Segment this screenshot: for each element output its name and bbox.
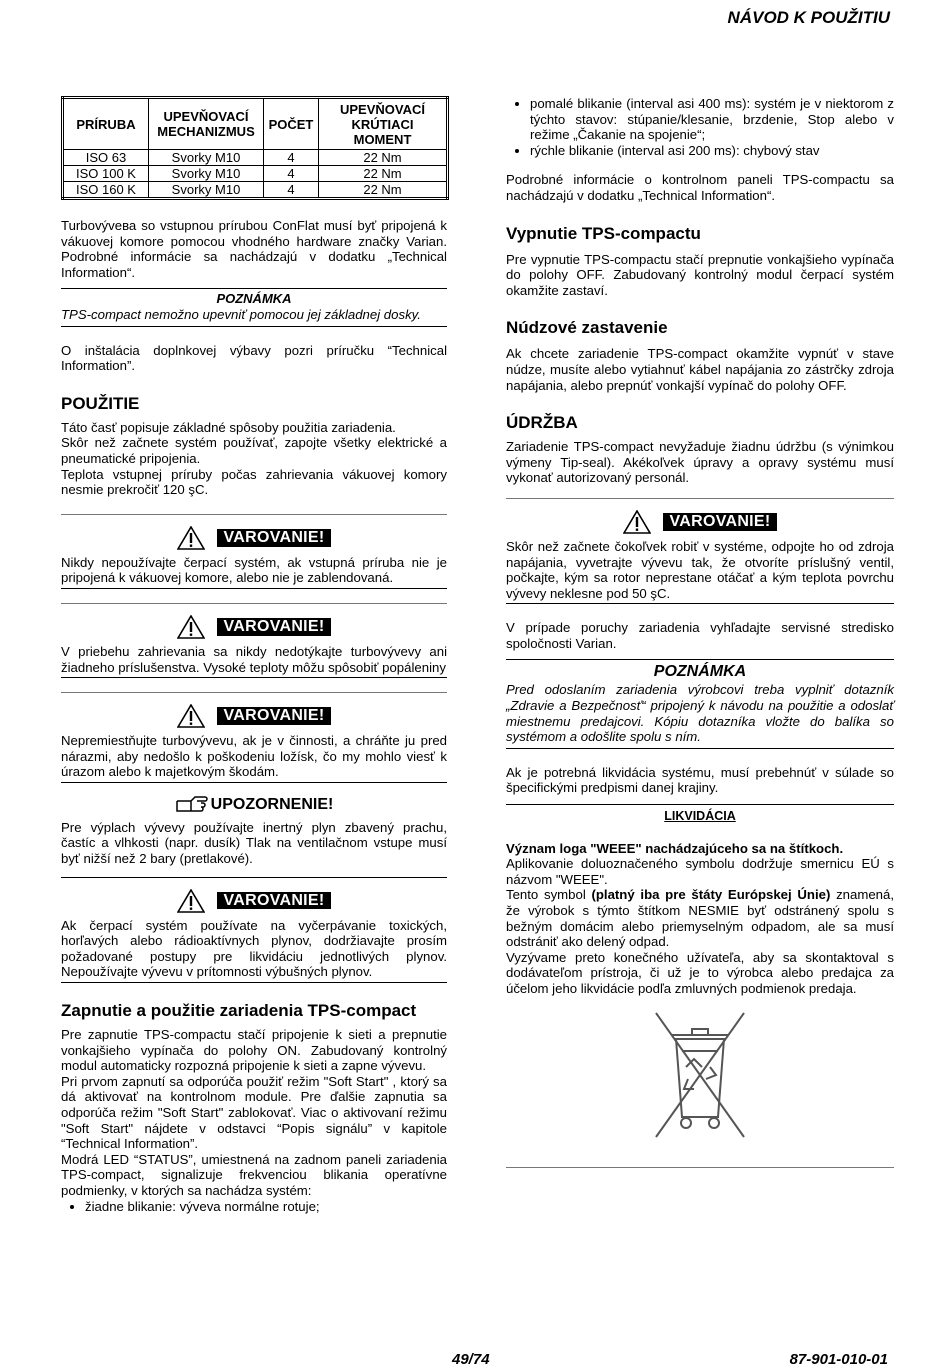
warning-triangle-icon	[177, 526, 205, 550]
table-header: UPEVŇOVACÍ KRÚTIACI MOMENT	[319, 98, 448, 150]
note-box	[61, 288, 447, 326]
warning-text: Nikdy nepoužívajte čerpací systém, ak vstupná príruba nie je pripojená k vákuovej komore, alebo nie je zablendovaná.	[61, 554, 447, 586]
heading-maintenance: ÚDRŽBA	[506, 413, 578, 433]
warning-block	[61, 692, 447, 783]
paragraph-use-1: Táto časť popisuje základné spôsoby použitia zariadenia.	[61, 419, 396, 435]
warning-text: Skôr než začnete čokoľvek robiť v systéme, odpojte ho od zdroja napájania, vyvetrajte vývevu tak, že otvoríte príslušný ventil, počkajte, kým sa rotor neprestane otáčať a kým teplota povrchu vývevy neklesne pod 50 şC.	[506, 538, 894, 601]
table-cell: 4	[264, 150, 319, 166]
left-column	[61, 96, 447, 1214]
table-cell: Svorky M10	[149, 182, 264, 199]
warning-label: VAROVANIE!	[217, 618, 330, 636]
warning-block	[61, 603, 447, 678]
table-cell: ISO 160 K	[63, 182, 149, 199]
warning-triangle-icon	[177, 615, 205, 639]
disposal-title: LIKVIDÁCIA	[664, 809, 736, 824]
weee-crossed-bin-icon	[652, 1009, 748, 1141]
paragraph-switch-off: Pre vypnutie TPS-compactu stačí prepnutie vonkajšieho vypínača do polohy OFF. Zabudovaný kontrolný modul čerpací systém okamžite zastaví.	[506, 251, 894, 298]
table-header: PRÍRUBA	[63, 98, 149, 150]
note-box	[506, 659, 894, 748]
table-header: UPEVŇOVACÍ MECHANIZMUS	[149, 98, 264, 150]
warning-block	[506, 498, 894, 604]
note-text: Pred odoslaním zariadenia výrobcovi treba vyplniť dotazník „Zdravie a Bezpečnosť“ pripojený k návodu na použitie a odoslať miestnemu predajcovi. Kópiu dotazníka vložte do balíka so systémom a odošlite spolu s ním.	[506, 682, 894, 745]
paragraph-turbo-flange: Turbovývева so vstupnou prírubou ConFlat musí byť pripojená k vákuovej komore pomocou vhodného hardware značky Varian. Podrobné informácie sa nachádzajú v dodatku „Technical Information“.	[61, 218, 447, 280]
warning-text: Ak čerpací systém používate na vyčerpávanie toxických, horľavých alebo rádioaktívnych plynov, dodržiavajte prosím požadované postupy pre likvidáciu jednotlivých plynov. Nepoužívajte vývevu v prítomnosti výbušných plynov.	[61, 917, 447, 980]
caution-header	[61, 793, 447, 817]
led-status-list-cont	[506, 96, 894, 158]
table-row	[63, 166, 448, 182]
heading-switch-off: Vypnutie TPS-compactu	[506, 223, 701, 243]
paragraph-start-3: Modrá LED “STATUS”, umiestnená na zadnom paneli zariadenia TPS-compact, signalizuje frekvenciou blikania operatívne podmienky, v ktorých sa nachádza systém:	[61, 1151, 447, 1198]
warning-triangle-icon	[177, 889, 205, 913]
table-row	[63, 182, 448, 199]
page-header: NÁVOD K POUŽITIU	[727, 8, 890, 27]
paragraph-use-2: Skôr než začnete systém používať, zapojte všetky elektrické a pneumatické pripojenia.	[61, 435, 447, 466]
warning-label: VAROVANIE!	[217, 529, 330, 547]
warning-block	[61, 514, 447, 589]
table-cell: 4	[264, 182, 319, 199]
table-cell: ISO 63	[63, 150, 149, 166]
pointing-hand-icon	[175, 795, 209, 815]
note-title: POZNÁMKA	[216, 291, 292, 307]
note-title: POZNÁMKA	[653, 663, 747, 681]
table-cell: 4	[264, 166, 319, 182]
weee-paragraph-2: Tento symbol (platný iba pre štáty Európskej Únie) znamená, že výrobok s týmto štítkom NESMIE byť odstránený spolu s bežným domácim alebo priemyselným odpadom, ale sa musí odstrániť ako delený odpad.	[506, 887, 895, 950]
warning-label: VAROVANIE!	[217, 707, 330, 725]
list-item: • pomalé blikanie (interval asi 400 ms): systém je v niektorom z týchto stavov: stúpanie/klesanie, brzdenie, Stop alebo v režime „Čakanie na spojenie“;	[530, 96, 894, 143]
table-cell: ISO 100 K	[63, 166, 149, 182]
paragraph-install: O inštalácia doplnkovej výbavy pozri príručku “Technical Information”.	[61, 342, 447, 374]
flange-spec-table	[61, 96, 449, 200]
warning-label: VAROVANIE!	[663, 513, 776, 531]
list-item: • rýchle blikanie (interval asi 200 ms): chybový stav	[530, 143, 894, 159]
list-item: • žiadne blikanie: výveva normálne rotuje;	[85, 1199, 447, 1215]
paragraph-panel: Podrobné informácie o kontrolnom paneli TPS-compactu sa nachádzajú v dodatku „Technical Information“.	[506, 172, 894, 203]
caution-text: Pre výplach vývevy používajte inertný plyn zbavený prachu, častíc a vlhkosti (napr. dusík) Tlak na ventilačnom vstupe musí byť nižší než 2 bary (pretlakové).	[61, 819, 447, 867]
heading-start: Zapnutie a použitie zariadenia TPS-compact	[61, 1001, 417, 1021]
weee-title: Význam loga "WEEE" nachádzajúceho sa na štítkoch.	[506, 840, 844, 856]
warning-label: VAROVANIE!	[217, 892, 330, 910]
heading-emergency: Núdzové zastavenie	[506, 318, 668, 338]
led-status-list	[61, 1199, 447, 1215]
warning-text: V priebehu zahrievania sa nikdy nedotýkajte turbovývevy ani žiadneho príslušenstva. Vysoké teploty môžu spôsobiť popáleniny	[61, 643, 447, 675]
heading-use: POUŽITIE	[61, 393, 140, 413]
warning-triangle-icon	[177, 704, 205, 728]
paragraph-start-2: Pri prvom zapnutí sa odporúča použiť režim "Soft Start" , ktorý sa dá aktivovať na kontrolnom module. Pre ďalšie zapnutia sa odporúča režim "Soft Start" zablokovať. Viac o aktivovaní režimu "Soft Start" nájdete v odstavci “Popis signálu” v kapitole “Technical Information”.	[61, 1073, 447, 1152]
paragraph-fault: V prípade poruchy zariadenia vyhľadajte servisné stredisko spoločnosti Varian.	[506, 620, 894, 651]
page-number: 49/74	[452, 1351, 490, 1368]
table-cell: Svorky M10	[149, 150, 264, 166]
paragraph-maintenance: Zariadenie TPS-compact nevyžaduje žiadnu údržbu (s výnimkou výmeny Tip-seal). Akékoľvek úpravy a opravy systému musí vykonať autorizovaný personál.	[506, 439, 894, 486]
weee-paragraph-1: Aplikovanie doluoznačeného symbolu dodržuje smernicu EÚ s názvom "WEEE".	[506, 856, 894, 887]
right-column	[506, 96, 894, 1168]
caution-label: UPOZORNENIE!	[210, 796, 334, 814]
weee-paragraph-3: Vyzývame preto konečného užívateľa, aby sa skontaktoval s dodávateľom prístroja, či už je to výrobca alebo predajca za účelom jeho likvidácie podľa zmluvných podmienok predaja.	[506, 949, 894, 996]
table-row	[63, 150, 448, 166]
paragraph-start-1: Pre zapnutie TPS-compactu stačí pripojenie k sieti a prepnutie vonkajšieho vypínača do polohy ON. Zabudovaný kontrolný modul automaticky rozpozná pripojenie k sieti a zapne vývevu.	[61, 1027, 447, 1074]
warning-block	[61, 877, 447, 983]
note-text: TPS-compact nemožno upevniť pomocou jej základnej dosky.	[61, 306, 421, 322]
warning-triangle-icon	[623, 510, 651, 534]
paragraph-use-3: Teplota vstupnej príruby počas zahrievania vákuovej komory nesmie prekročiť 120 şC.	[61, 466, 447, 498]
table-cell: 22 Nm	[319, 150, 448, 166]
paragraph-emergency: Ak chcete zariadenie TPS-compact okamžite vypnúť v stave núdze, musíte alebo vytiahnuť kábel napájania zo zástrčky zdroja napájania, alebo prepnúť vonkajší vypínač do polohy OFF.	[506, 346, 894, 393]
table-cell: 22 Nm	[319, 182, 448, 199]
warning-text: Nepremiestňujte turbovývevu, ak je v činnosti, a chráňte ju pred nárazmi, aby nedošlo k poškodeniu ložísk, čo my mohlo viesť k úrazom alebo k majetkovým škodám.	[61, 733, 447, 780]
document-number: 87-901-010-01	[789, 1351, 888, 1368]
divider	[506, 1167, 894, 1168]
paragraph-dispose: Ak je potrebná likvidácia systému, musí prebehnúť v súlade so špecifickými predpismi danej krajiny.	[506, 764, 894, 796]
table-header: POČET	[264, 98, 319, 150]
table-cell: 22 Nm	[319, 166, 448, 182]
table-cell: Svorky M10	[149, 166, 264, 182]
